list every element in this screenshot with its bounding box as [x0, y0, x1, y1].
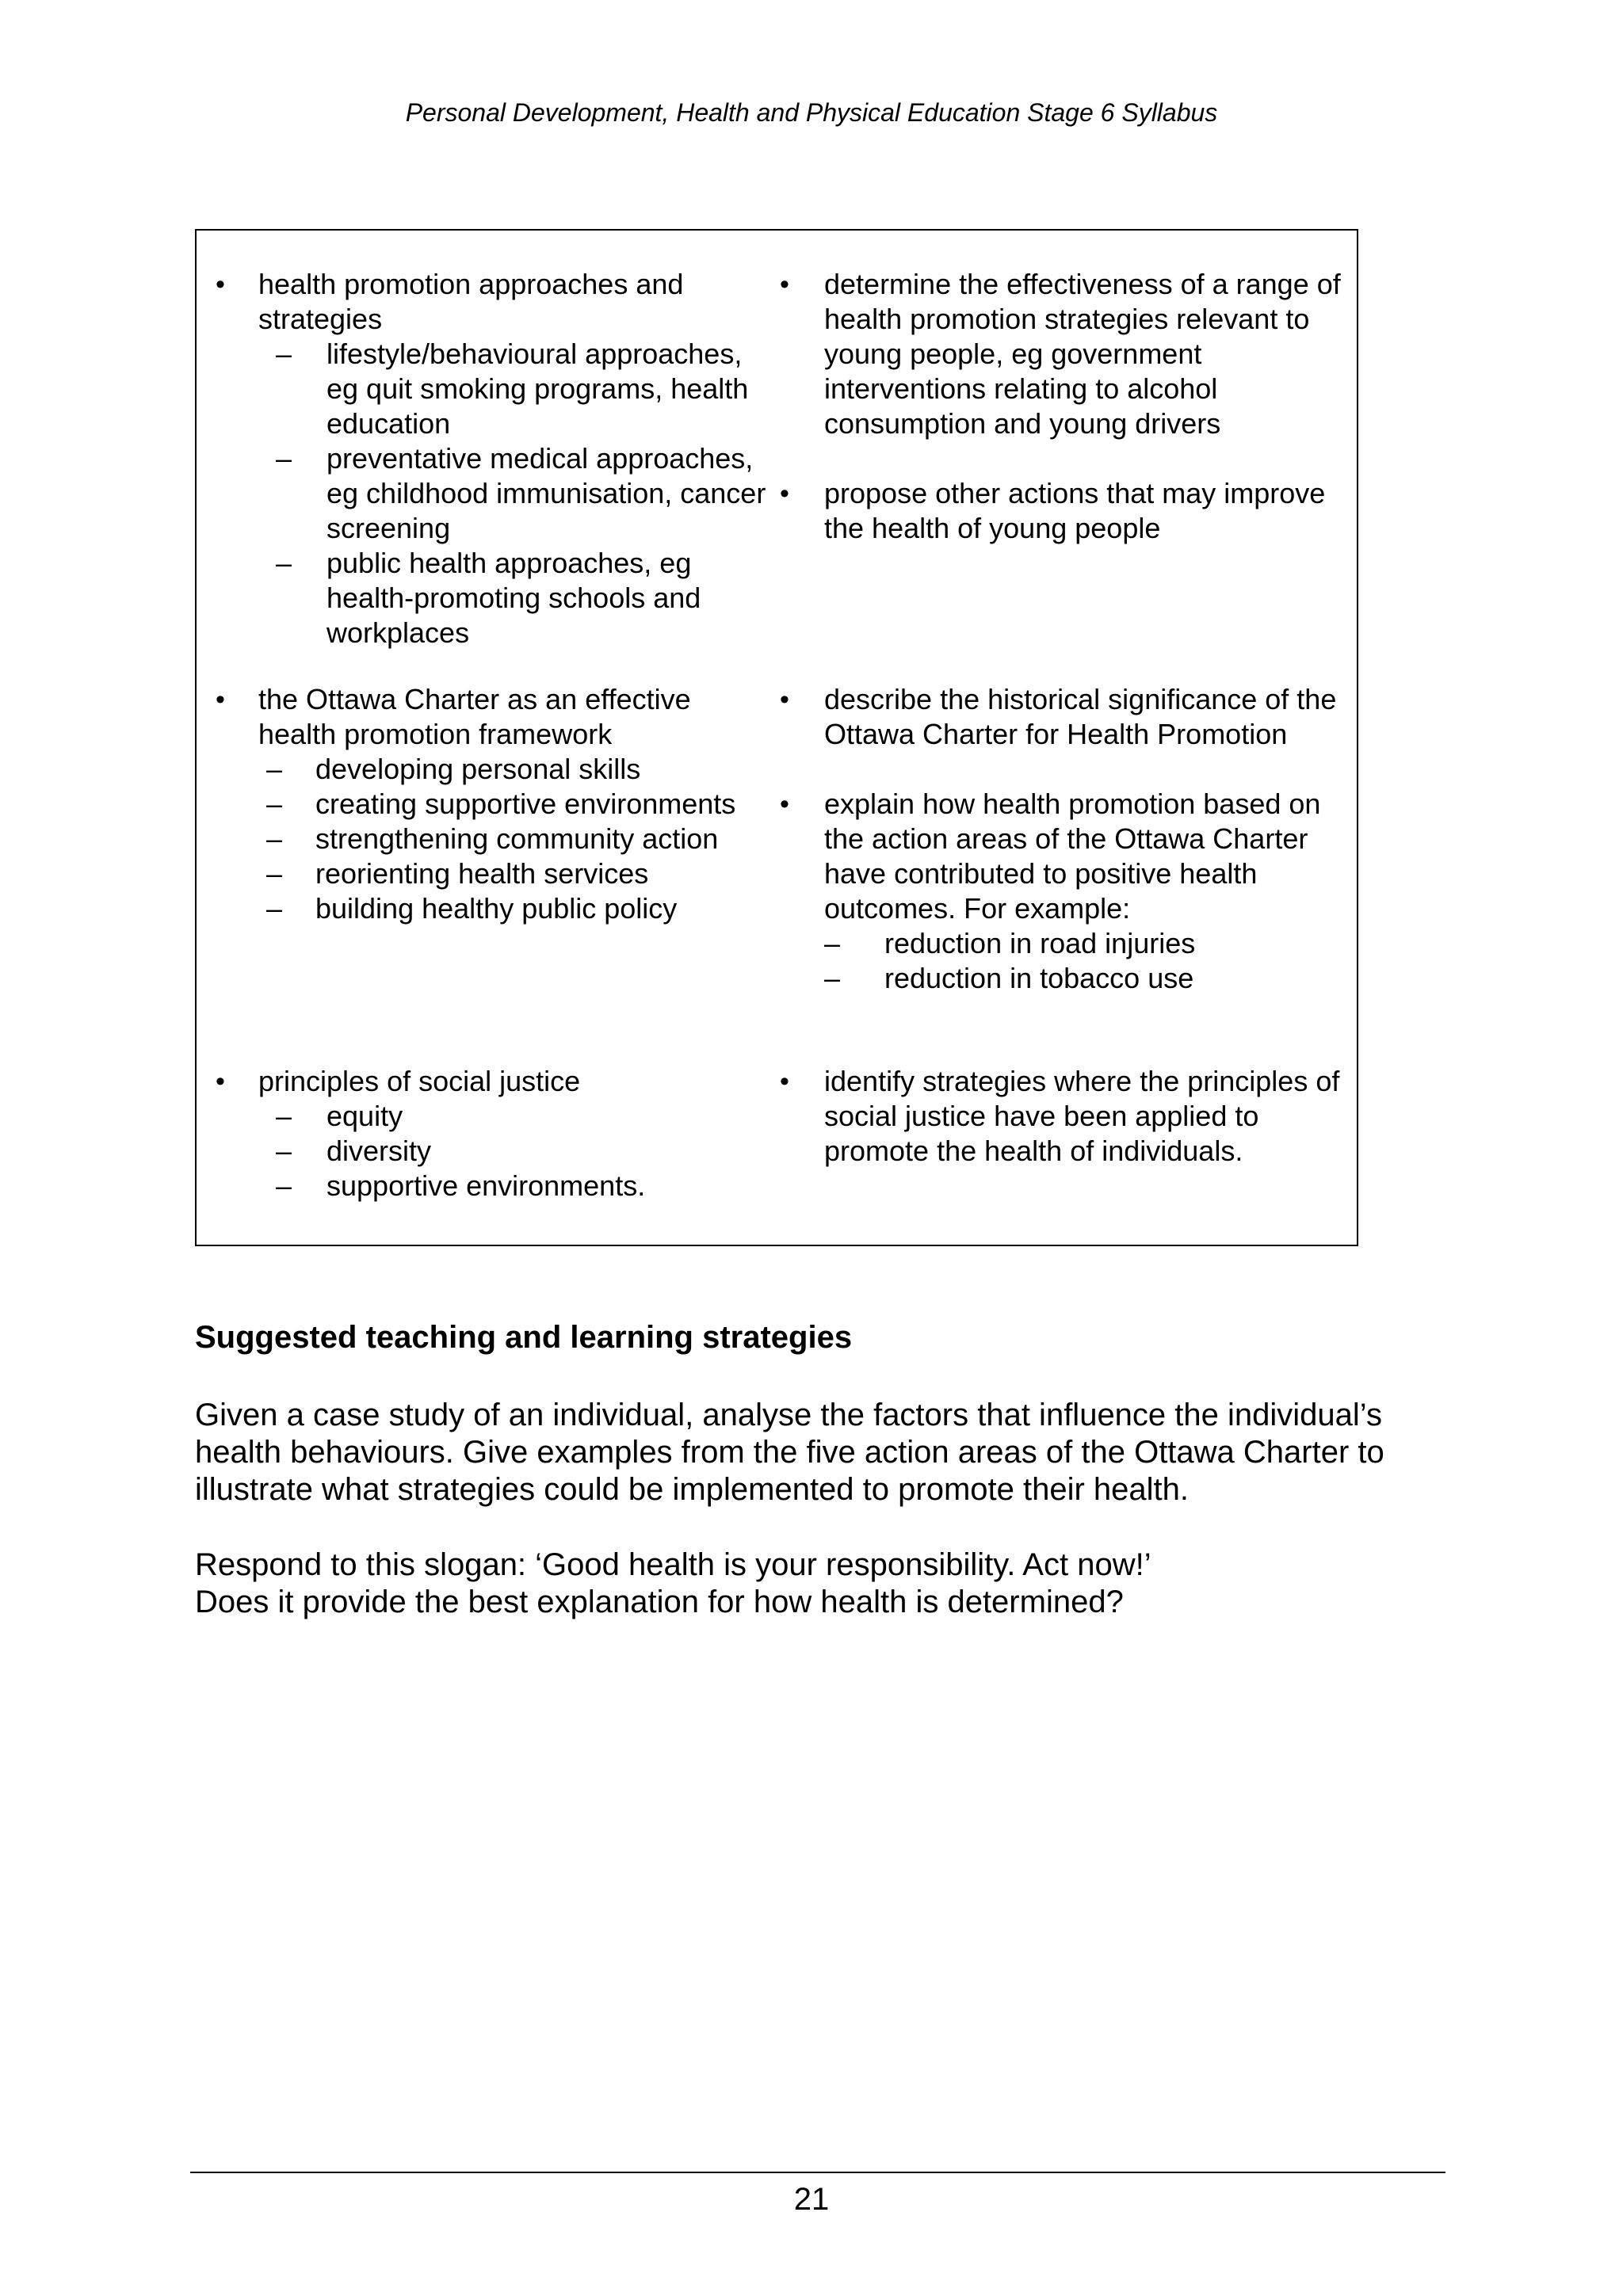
- learn-to-cell: [780, 682, 1342, 996]
- list-item: • principles of social justice: [216, 1065, 581, 1097]
- bullet-icon: •: [780, 1066, 789, 1097]
- bullet-icon: •: [216, 685, 225, 715]
- bullet-icon: •: [780, 789, 789, 819]
- paragraph: Given a case study of an individual, analyse the factors that influence the individual’s health behaviours. Give examples from the five action areas of the Ottawa Charter to illustrate what strategies could be implemented to promote their health.: [195, 1398, 1384, 1507]
- sub-list-item: – reorienting health services: [266, 857, 649, 890]
- learn-to-cell: [780, 1064, 1342, 1169]
- page-number: 21: [793, 2182, 830, 2217]
- list-item: • describe the historical significance of the Ottawa Charter for Health Promotion: [780, 683, 1337, 750]
- sub-list-item: – creating supportive environments: [266, 788, 736, 820]
- list-item: • determine the effectiveness of a range of health promotion strategies relevant to young people, eg government interventions relating to alcohol consumption and young drivers: [780, 268, 1341, 440]
- section-heading: Suggested teaching and learning strategies: [195, 1320, 853, 1355]
- sub-list-item: – equity: [276, 1100, 403, 1132]
- footer-divider: [190, 2172, 1445, 2173]
- bullet-icon: •: [780, 269, 789, 299]
- learn-about-cell: [216, 1064, 770, 1203]
- bullet-icon: •: [216, 269, 225, 299]
- bullet-icon: •: [216, 1066, 225, 1097]
- sub-list-item: – supportive environments.: [276, 1169, 646, 1202]
- sub-list-item: – reduction in tobacco use: [824, 962, 1194, 994]
- sub-list-item: – public health approaches, eg health-promoting schools and workplaces: [276, 547, 701, 649]
- learn-to-cell: [780, 267, 1342, 546]
- content-table: [195, 229, 1358, 1246]
- bullet-icon: •: [780, 479, 789, 509]
- learn-about-cell: [216, 682, 770, 926]
- list-item: • propose other actions that may improve the health of young people: [780, 477, 1326, 544]
- list-item: • identify strategies where the principles of social justice have been applied to promote the health of individuals.: [780, 1065, 1340, 1167]
- paragraph: Respond to this slogan: ‘Good health is your responsibility. Act now!’ Does it provide the best explanation for how health is determined?: [195, 1547, 1151, 1619]
- list-item: • explain how health promotion based on the action areas of the Ottawa Charter have contributed to positive health outcomes. For example:: [780, 788, 1321, 925]
- sub-list-item: – lifestyle/behavioural approaches, eg quit smoking programs, health education: [276, 338, 749, 440]
- bullet-icon: •: [780, 685, 789, 715]
- sub-list-item: – diversity: [276, 1135, 432, 1167]
- sub-list-item: – reduction in road injuries: [824, 927, 1196, 959]
- sub-list: [216, 337, 770, 650]
- sub-list-item: – strengthening community action: [266, 822, 719, 855]
- sub-list: [824, 926, 1342, 996]
- sub-list-item: – preventative medical approaches, eg childhood immunisation, cancer screening: [276, 442, 766, 544]
- sub-list-item: – building healthy public policy: [266, 892, 678, 925]
- sub-list-item: – developing personal skills: [266, 753, 641, 785]
- list-item: • the Ottawa Charter as an effective health promotion framework: [216, 683, 691, 750]
- learn-about-cell: [216, 267, 770, 650]
- sub-list: [216, 1099, 770, 1203]
- list-item: • health promotion approaches and strategies: [216, 268, 684, 335]
- sub-list: [216, 752, 770, 926]
- running-header: Personal Development, Health and Physical Education Stage 6 Syllabus: [405, 98, 1218, 127]
